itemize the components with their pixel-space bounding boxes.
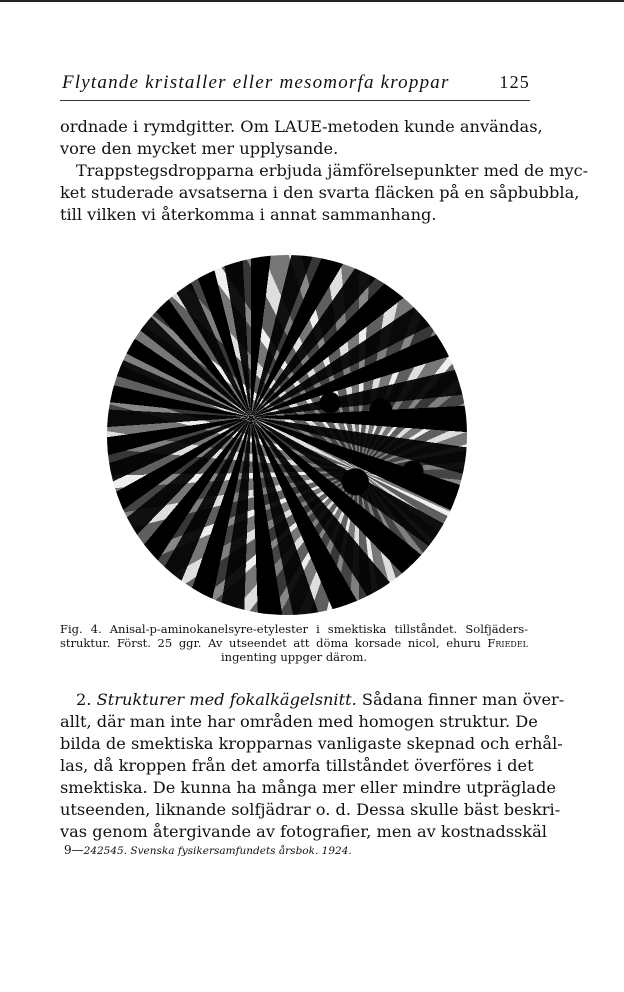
- figure-caption-line: ingenting uppger därom.: [220, 650, 368, 664]
- name-laue: LAUE: [274, 117, 322, 136]
- printer-signature: 9—242545. Svenska fysikersamfundets årsbok. 1924.: [64, 843, 352, 857]
- paragraph-line: smektiska. De kunna ha många mer eller mindre utpräglade: [60, 778, 556, 797]
- top-border: [0, 0, 624, 2]
- paragraph-line: utseenden, liknande solfjädrar o. d. Dessa skulle bäst beskri-: [60, 800, 561, 819]
- paragraph-line: allt, där man inte har områden med homogen struktur. De: [60, 712, 538, 731]
- paragraph-line: bilda de smektiska kropparnas vanligaste skepnad och erhål-: [60, 734, 563, 753]
- header-title: Flytande kristaller eller mesomorfa kroppar: [62, 72, 450, 93]
- figure-caption-line: Fig. 4. Anisal-p-aminokanelsyre-etylester i smektiska tillståndet. Solfjäders-: [60, 622, 528, 636]
- figure-caption-line: struktur. Först. 25 ggr. Av utseendet att döma korsade nicol, ehuru Friedel: [60, 636, 528, 650]
- paragraph-line: ordnade i rymdgitter. Om LAUE-metoden kunde användas,: [60, 117, 543, 136]
- paragraph-line: vore den mycket mer upplysande.: [60, 139, 339, 158]
- paragraph-line: ket studerade avsatserna i den svarta fläcken på en såpbubbla,: [60, 183, 580, 202]
- section-heading-line: 2. Strukturer med fokalkägelsnitt. Sådana finner man över-: [76, 690, 565, 709]
- paragraph-line: vas genom återgivande av fotografier, men av kostnadsskäl: [60, 822, 547, 841]
- header-rule: [60, 100, 530, 101]
- paragraph-line: las, då kroppen från det amorfa tillståndet överföres i det: [60, 756, 534, 775]
- paragraph-line: Trappstegsdropparna erbjuda jämförelsepunkter med de myc-: [76, 161, 589, 180]
- section-title: Strukturer med fokalkägelsnitt.: [96, 690, 357, 709]
- page-number: 125: [499, 72, 530, 92]
- micrograph-figure: [107, 255, 467, 615]
- running-header: [62, 72, 530, 96]
- paragraph-line: till vilken vi återkomma i annat sammanhang.: [60, 205, 437, 224]
- name-friedel: Friedel: [487, 636, 528, 650]
